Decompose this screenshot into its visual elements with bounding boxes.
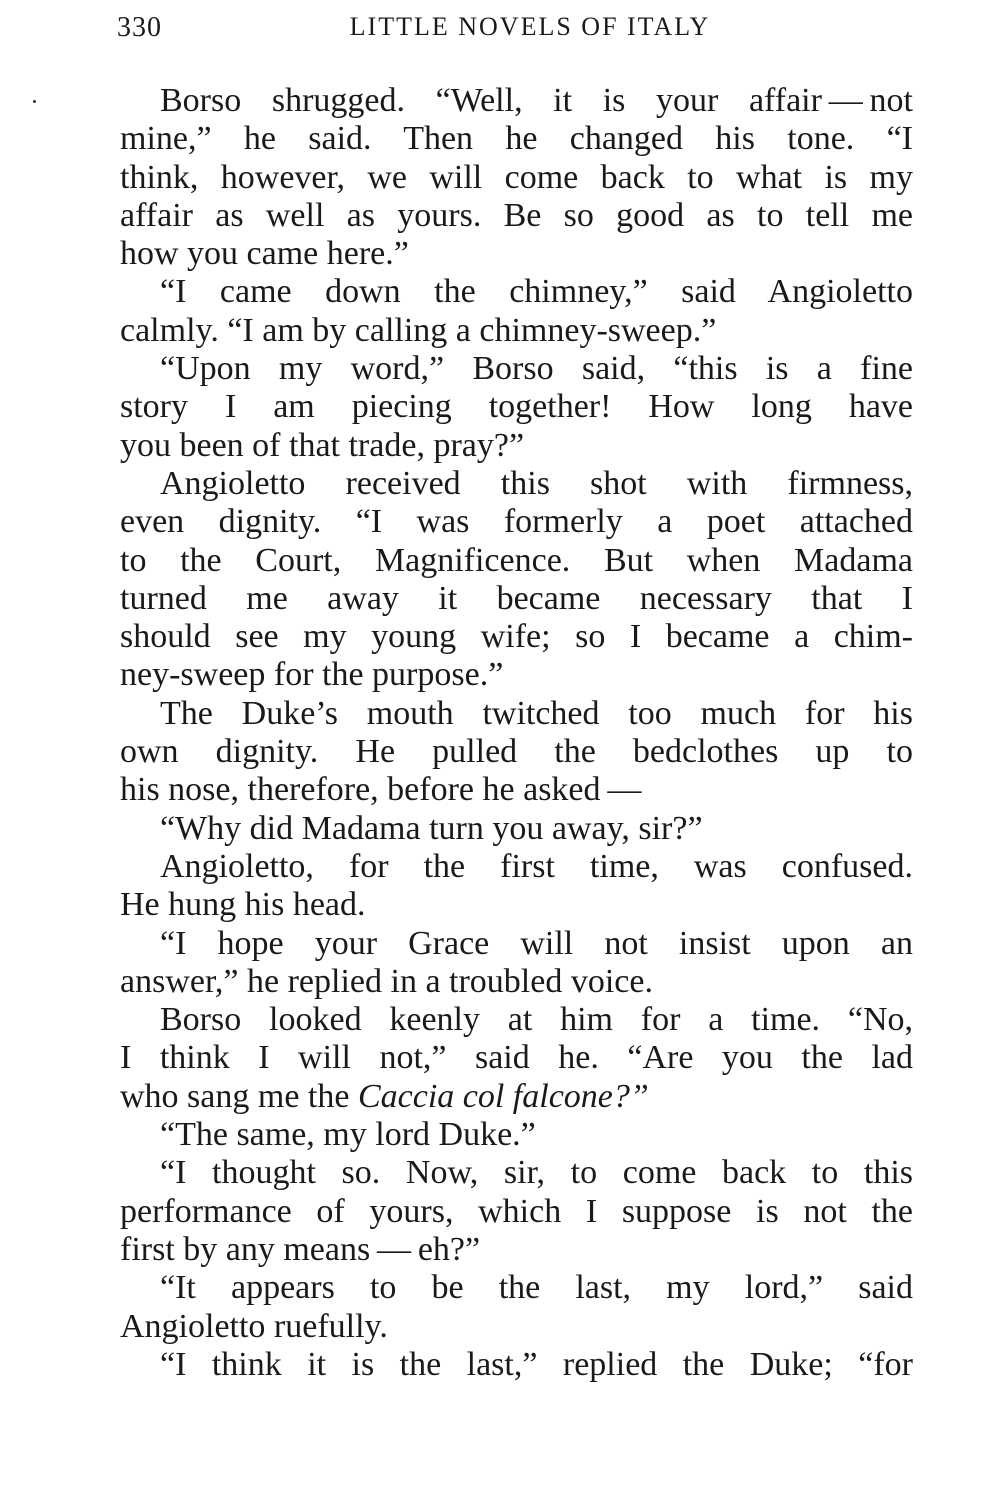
text-line-start: who sang me the <box>120 1077 350 1115</box>
text-line: “Upon my word,” Borso said, “this is a fine <box>160 350 913 388</box>
text-line: “The same, my lord Duke.” <box>160 1116 536 1154</box>
body-text <box>120 82 913 1384</box>
text-line <box>120 1078 913 1116</box>
text-line: how you came here.” <box>120 235 409 273</box>
text-line: “I hope your Grace will not insist upon an <box>160 924 913 962</box>
text-line: Borso looked keenly at him for a time. “No, <box>160 1001 913 1039</box>
text-line: “Why did Madama turn you away, sir?” <box>160 809 703 847</box>
text-line: The Duke’s mouth twitched too much for his <box>160 694 913 732</box>
page-number: 330 <box>117 12 162 43</box>
text-line: calmly. “I am by calling a chimney-sweep.” <box>120 311 717 349</box>
text-line: story I am piecing together! How long have <box>120 388 913 426</box>
text-line: Angioletto ruefully. <box>120 1307 388 1345</box>
text-line: you been of that trade, pray?” <box>120 426 525 464</box>
text-line: “It appears to be the last, my lord,” said <box>160 1269 913 1307</box>
text-line: ney-sweep for the purpose.” <box>120 656 504 694</box>
song-title: Caccia col falcone?” <box>357 1077 649 1115</box>
running-head <box>117 12 913 46</box>
text-line: Angioletto, for the first time, was confused. <box>160 847 913 885</box>
text-line: to the Court, Magnificence. But when Madama <box>120 541 913 579</box>
text-line: “I think it is the last,” replied the Duke; “for <box>160 1345 913 1383</box>
running-title: LITTLE NOVELS OF ITALY <box>349 12 711 41</box>
text-line: affair as well as yours. Be so good as to tell me <box>120 196 913 234</box>
text-line: He hung his head. <box>120 886 366 924</box>
text-line: “I thought so. Now, sir, to come back to this <box>160 1154 913 1192</box>
text-line: think, however, we will come back to what is my <box>120 158 913 196</box>
text-line: first by any means — eh?” <box>120 1230 481 1268</box>
text-line: should see my young wife; so I became a chim- <box>120 618 913 656</box>
text-line: turned me away it became necessary that I <box>120 579 913 617</box>
text-line: performance of yours, which I suppose is not the <box>120 1192 913 1230</box>
text-line: mine,” he said. Then he changed his tone. “I <box>120 120 913 158</box>
text-line: own dignity. He pulled the bedclothes up to <box>120 733 913 771</box>
text-line: Borso shrugged. “Well, it is your affair — not <box>160 82 913 119</box>
text-line: even dignity. “I was formerly a poet attached <box>120 503 913 541</box>
text-line: I think I will not,” said he. “Are you the lad <box>120 1039 913 1077</box>
text-line: Angioletto received this shot with firmness, <box>160 464 913 502</box>
margin-dot-mark <box>33 100 36 103</box>
text-line: “I came down the chimney,” said Angioletto <box>160 273 913 311</box>
text-line: his nose, therefore, before he asked — <box>120 771 642 809</box>
text-line: answer,” he replied in a troubled voice. <box>120 962 653 1000</box>
